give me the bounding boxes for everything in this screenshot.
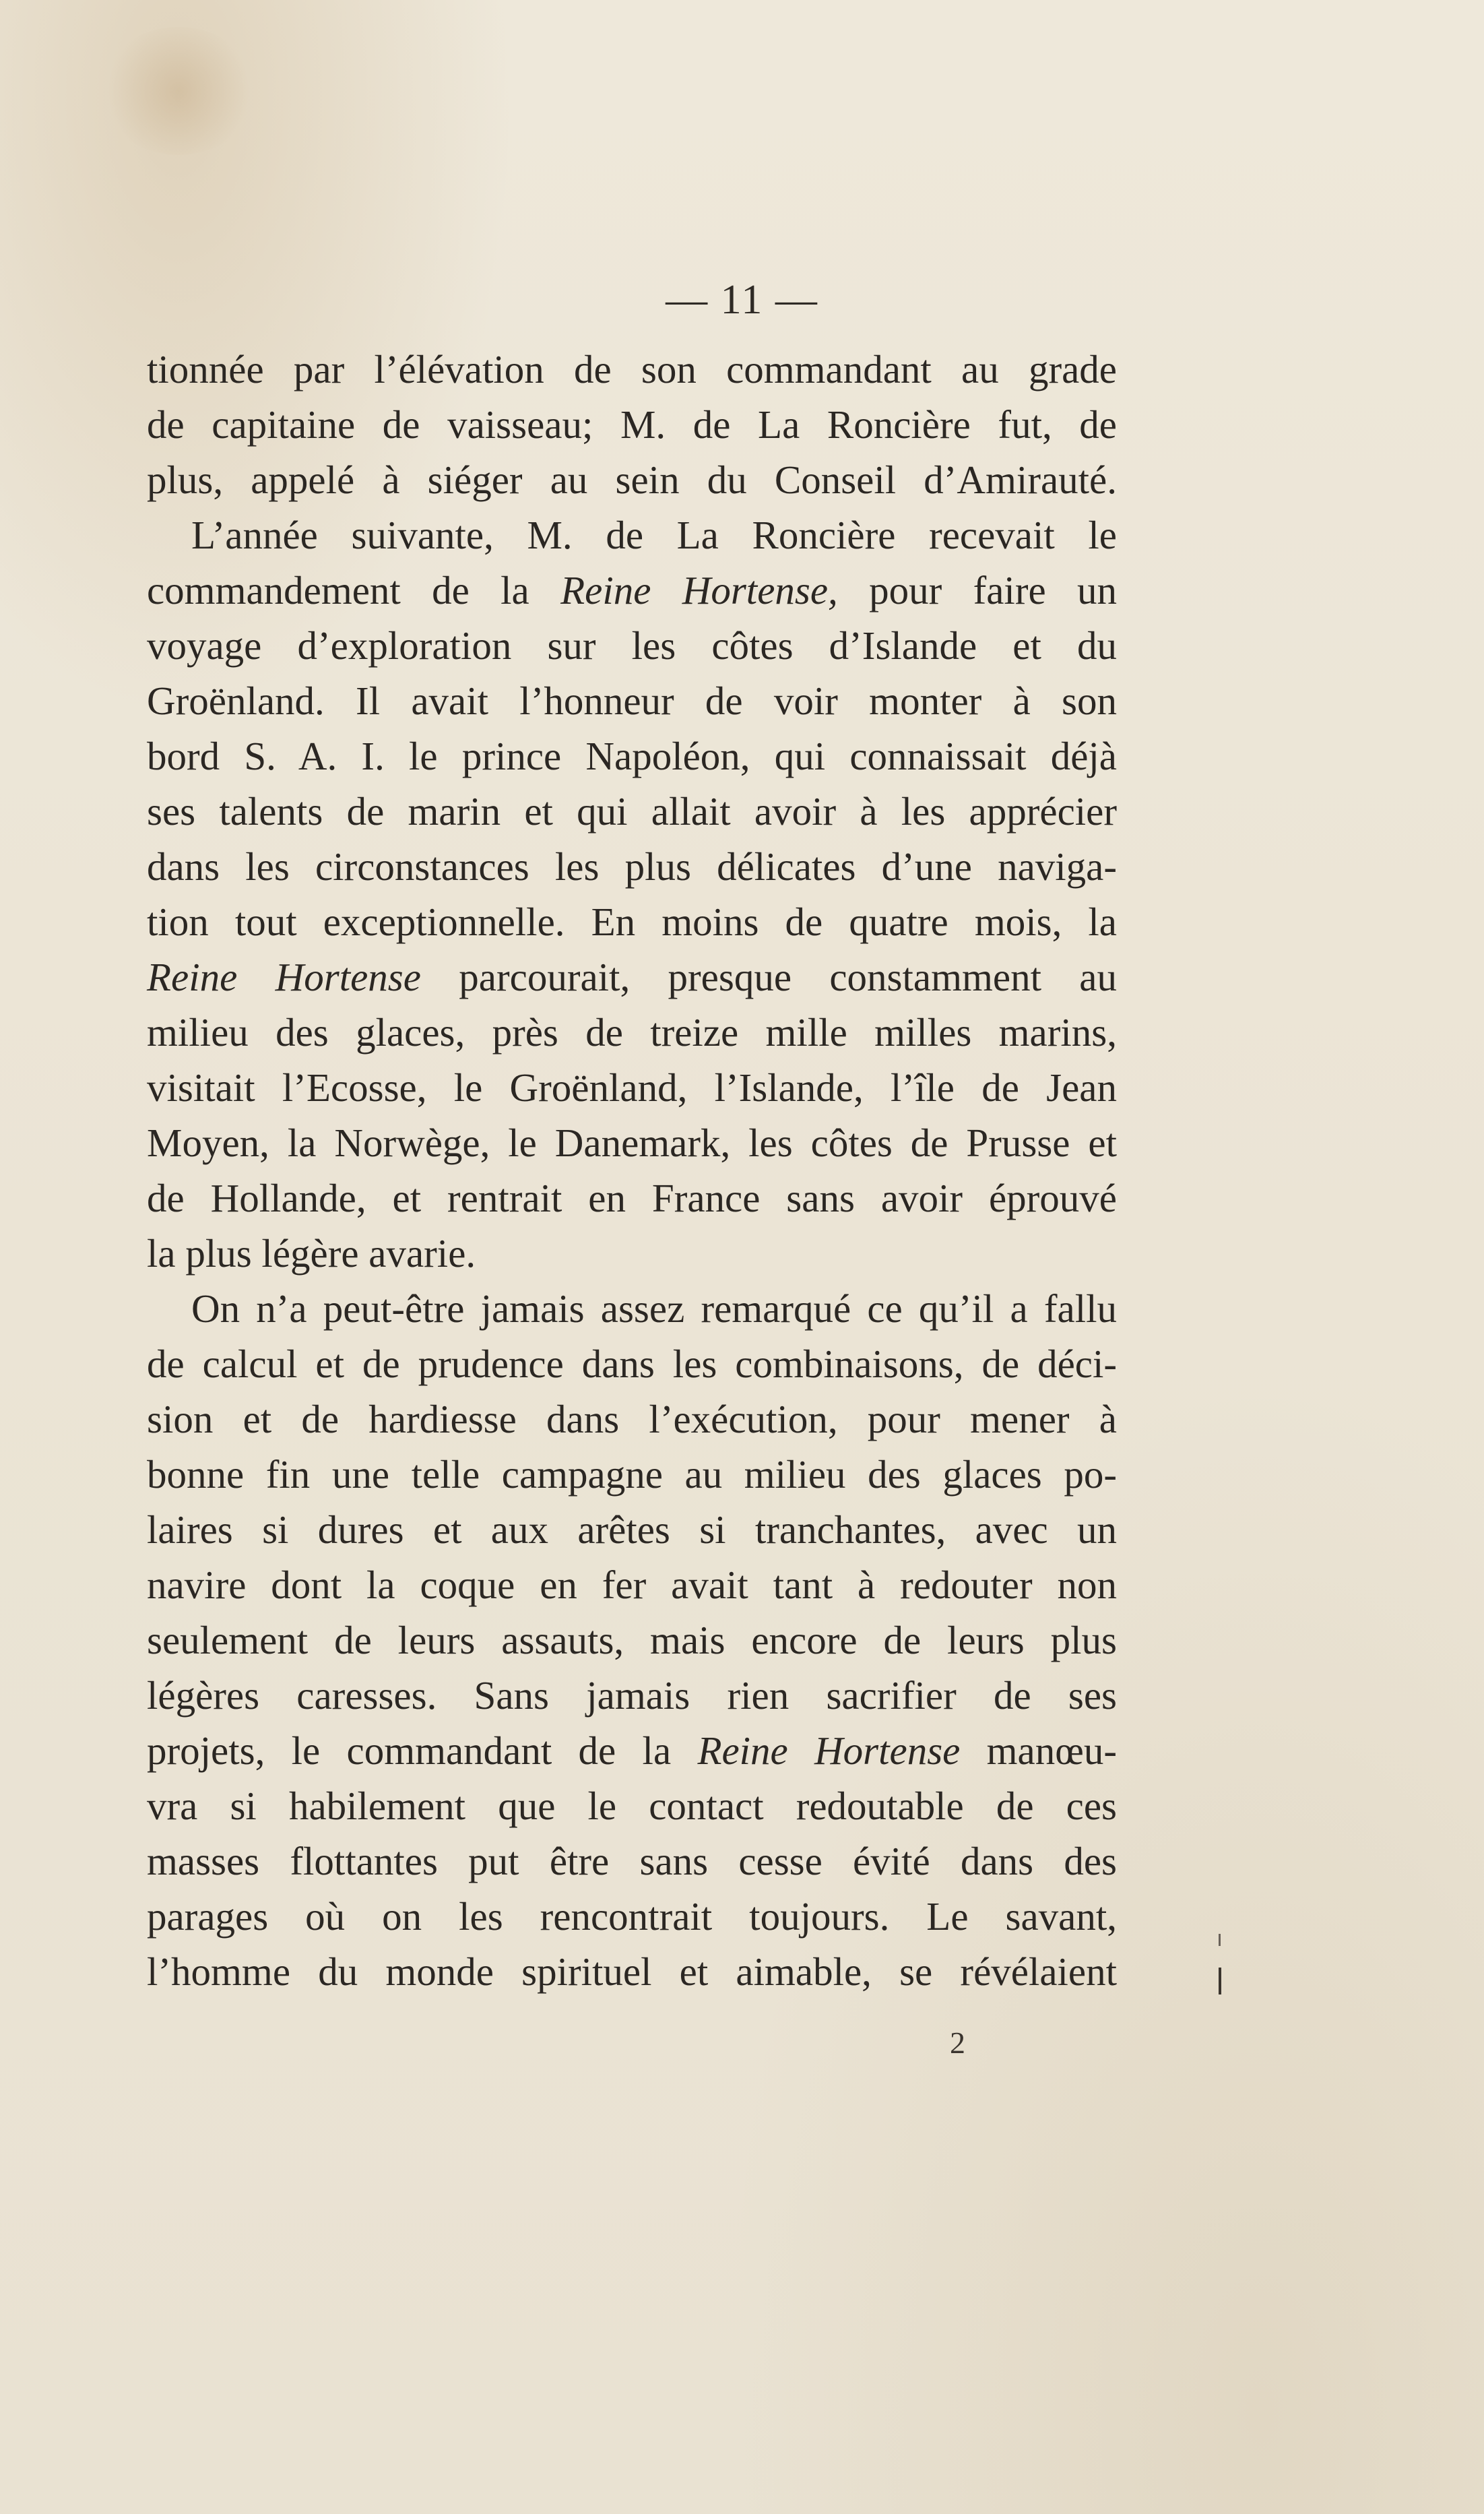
text-line: de calcul et de prudence dans les combinaisons, de déci- [147,1342,1117,1386]
text-line: bonne fin une telle campagne au milieu des glaces po- [147,1452,1117,1497]
text-line: On n’a peut-être jamais assez remarqué ce qu’il a fallu [191,1286,1117,1331]
text-line: légères caresses. Sans jamais rien sacrifier de ses [147,1673,1117,1718]
text-line: commandement de la Reine Hortense, pour faire un [147,568,1117,612]
margin-dot [1219,1934,1221,1946]
text-line: Reine Hortense parcourait, presque constamment au [147,955,1117,999]
text-line: de capitaine de vaisseau; M. de La Roncière fut, de [147,402,1117,447]
text-line: Groënland. Il avait l’honneur de voir monter à son [147,679,1117,723]
text-line: masses flottantes put être sans cesse évité dans des [147,1839,1117,1883]
text-line: vra si habilement que le contact redoutable de ces [147,1784,1117,1828]
text-line: plus, appelé à siéger au sein du Conseil d’Amirauté. [147,458,1117,502]
text-line: bord S. A. I. le prince Napoléon, qui connaissait déjà [147,734,1117,778]
text-line: visitait l’Ecosse, le Groënland, l’Islande, l’île de Jean [147,1065,1117,1110]
text-line: voyage d’exploration sur les côtes d’Islande et du [147,623,1117,668]
text-line: L’année suivante, M. de La Roncière recevait le [191,513,1117,557]
body-text [147,342,1117,1999]
text-line: tionnée par l’élévation de son commandant au grade [147,347,1117,391]
paper-stain [101,27,256,155]
margin-tick [1219,1968,1221,1994]
text-line: dans les circonstances les plus délicates d’une naviga- [147,844,1117,889]
text-line: parages où on les rencontrait toujours. Le savant, [147,1894,1117,1939]
text-line: de Hollande, et rentrait en France sans avoir éprouvé [147,1176,1117,1220]
text-line: seulement de leurs assauts, mais encore de leurs plus [147,1618,1117,1662]
text-line: milieu des glaces, près de treize mille milles marins, [147,1010,1117,1055]
text-line: navire dont la coque en fer avait tant à redouter non [147,1563,1117,1607]
signature-mark: 2 [950,2025,965,2060]
page-number: — 11 — [666,277,818,323]
text-line: Moyen, la Norwège, le Danemark, les côtes de Prusse et [147,1121,1117,1165]
text-line: l’homme du monde spirituel et aimable, se révélaient [147,1949,1117,1994]
text-line: laires si dures et aux arêtes si tranchantes, avec un [147,1507,1117,1552]
text-line: projets, le commandant de la Reine Hortense manœu- [147,1728,1117,1773]
text-line: sion et de hardiesse dans l’exécution, pour mener à [147,1397,1117,1441]
text-line: ses talents de marin et qui allait avoir à les apprécier [147,789,1117,834]
text-line: tion tout exceptionnelle. En moins de quatre mois, la [147,900,1117,944]
text-line: la plus légère avarie. [147,1231,476,1276]
